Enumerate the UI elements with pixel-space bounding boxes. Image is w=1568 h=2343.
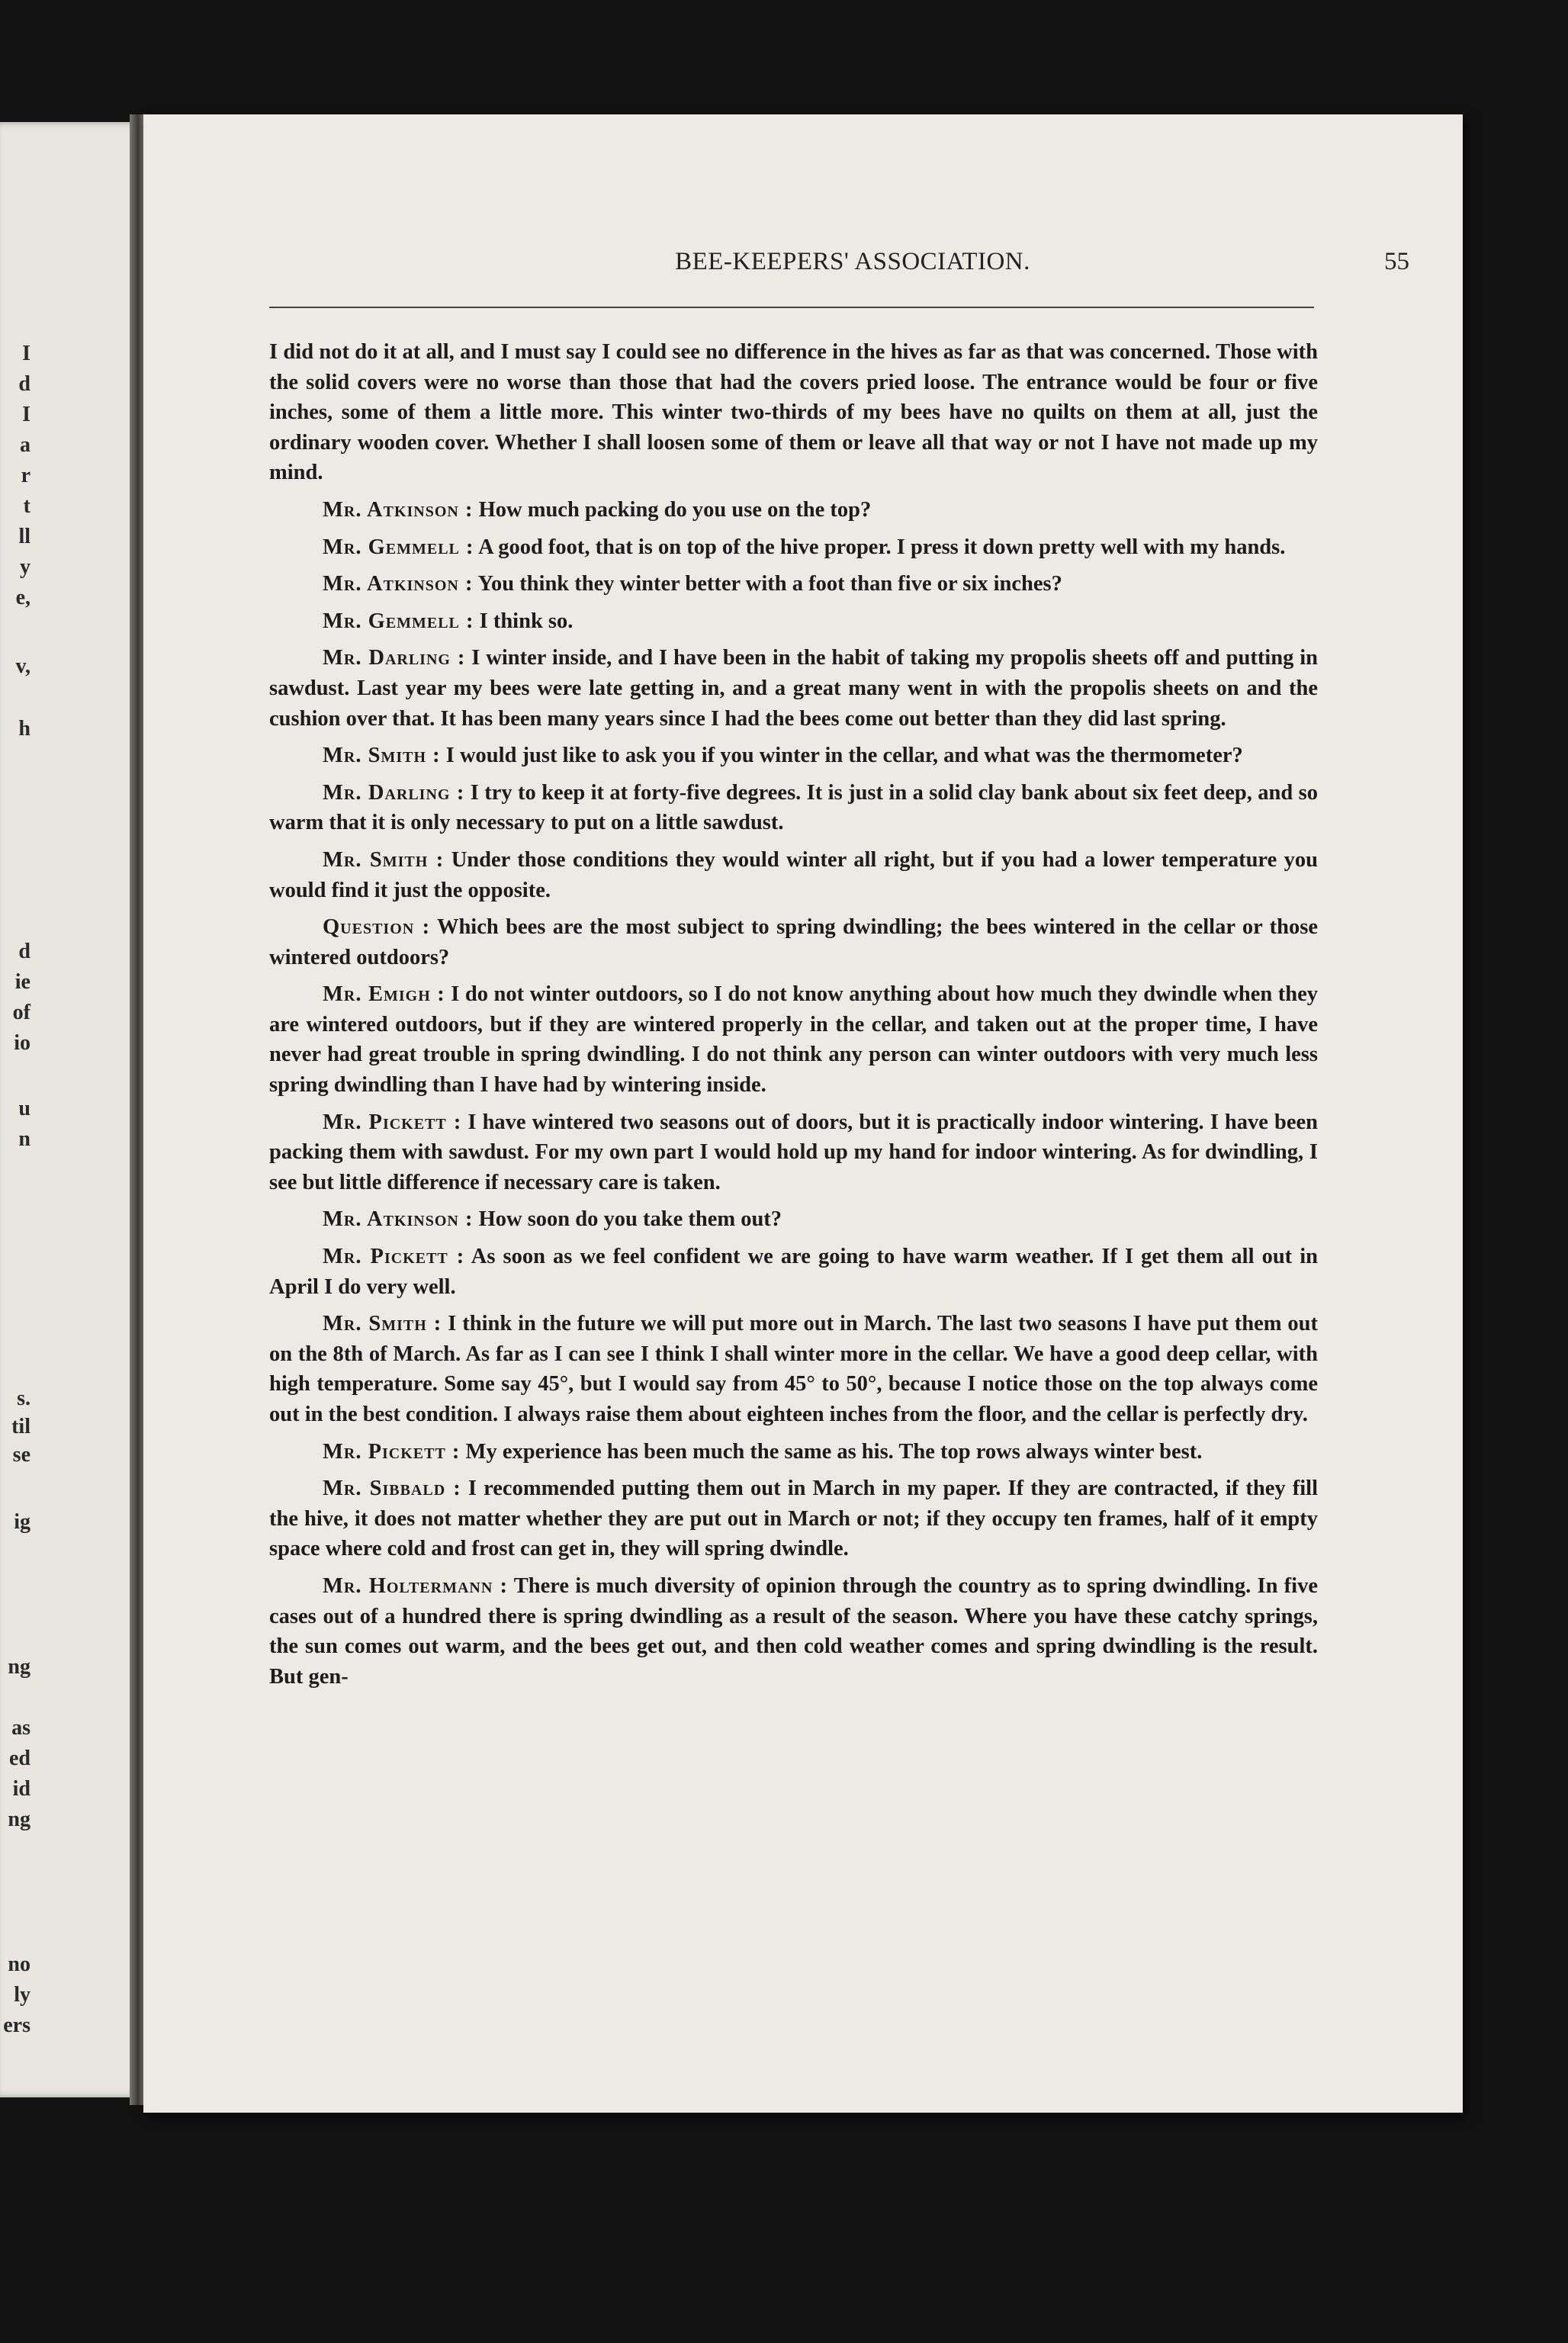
page-number: 55 (1384, 248, 1409, 275)
page-header (143, 248, 1463, 286)
paragraph-text: I try to keep it at forty-five degrees. It is just in a solid clay bank about six feet deep, and so warm that it is only necessary to put on a little sawdust. (269, 780, 1318, 835)
speaker-label: Mr. Atkinson : (323, 497, 474, 522)
speaker-label: Mr. Gemmell : (323, 535, 474, 559)
header-rule (269, 307, 1314, 308)
paragraph-text: How soon do you take them out? (478, 1207, 782, 1232)
book-page (143, 114, 1463, 2113)
margin-fragment: se (12, 1443, 31, 1467)
paragraph (269, 778, 1318, 838)
speaker-label: Mr. Pickett : (323, 1439, 461, 1464)
margin-fragment: ig (14, 1510, 31, 1534)
paragraph (269, 1107, 1318, 1198)
paragraph (269, 979, 1318, 1100)
paragraph-text: I think so. (479, 609, 574, 633)
paragraph (269, 1309, 1318, 1429)
margin-fragment: r (21, 464, 31, 487)
paragraph (269, 741, 1318, 771)
speaker-label: Mr. Atkinson : (323, 1207, 474, 1232)
margin-fragment: s. (17, 1387, 31, 1410)
margin-fragment: d (18, 940, 31, 963)
speaker-label: Mr. Pickett : (323, 1245, 465, 1269)
margin-fragment: ly (14, 1983, 31, 2007)
paragraph-text: A good foot, that is on top of the hive proper. I press it down pretty well with my hands. (478, 535, 1286, 559)
margin-fragment: of (12, 1001, 31, 1024)
paragraph (269, 1204, 1318, 1235)
margin-fragment: ll (18, 525, 31, 548)
paragraph-text: I would just like to ask you if you winter in the cellar, and what was the thermometer? (445, 744, 1243, 768)
paragraph (269, 1571, 1318, 1692)
margin-fragment: io (14, 1031, 31, 1055)
paragraph (269, 495, 1318, 525)
paragraph (269, 606, 1318, 637)
paragraph-text: Under those conditions they would winter all right, but if you had a lower temperature you would find it just the opposite. (269, 847, 1319, 902)
paragraph-text: I did not do it at all, and I must say I could see no difference in the hives as far as that was concerned. Those with the solid covers were no worse than those that had the covers pried loose. The entrance would be four or five inches, some of them a little more. This winter two-thirds of my bees have no quilts on them at all, just the ordinary wooden cover. Whether I shall loosen some of them or leave all that way or not I have not made up my mind. (269, 340, 1318, 485)
running-head: BEE-KEEPERS' ASSOCIATION. (675, 248, 1030, 275)
paragraph-text: I have wintered two seasons out of doors, but it is practically indoor wintering. I have been packing them with sawdust. For my own part I would hold up my hand for indoor wintering. As for dwindling, I see but little difference if necessary care is taken. (269, 1110, 1318, 1194)
margin-fragment: as (11, 1716, 31, 1740)
margin-fragment: til (11, 1415, 31, 1438)
speaker-label: Question : (323, 915, 431, 940)
speaker-label: Mr. Darling : (323, 780, 465, 805)
paragraph (269, 532, 1318, 563)
speaker-label: Mr. Smith : (323, 847, 445, 872)
paragraph-text: Which bees are the most subject to spring dwindling; the bees wintered in the cellar or those wintered outdoors? (269, 915, 1318, 969)
margin-fragment: ers (3, 2014, 31, 2037)
paragraph-text: I recommended putting them out in March in my paper. If they are contracted, if they fill the hive, it does not matter whether they are put out in March or not; if they occupy ten frames, half of it empty space where cold and frost can get in, they will spring dwindle. (269, 1477, 1319, 1561)
speaker-label: Mr. Smith : (323, 1312, 442, 1336)
speaker-label: Mr. Emigh : (323, 982, 445, 1007)
margin-fragment: t (23, 494, 31, 518)
paragraph-text: There is much diversity of opinion through the country as to spring dwindling. In five cases out of a hundred there is spring dwindling as a result of the season. Where you have these catchy springs, the sun comes out warm, and the bees get out, and then cold weather comes and spring dwindling is the result. But gen- (269, 1573, 1318, 1689)
margin-fragment: a (20, 433, 31, 457)
margin-fragment: n (18, 1127, 31, 1151)
page-body (269, 337, 1318, 1699)
paragraph (269, 1242, 1318, 1302)
paragraph-text: I do not winter outdoors, so I do not know anything about how much they dwindle when they are wintered outdoors, but if they are wintered properly in the cellar, and taken out at the proper time, I have never had great trouble in spring dwindling. I do not think any person can winter outdoors with very much less spring dwindling than I have had by wintering inside. (269, 982, 1319, 1098)
speaker-label: Mr. Darling : (323, 646, 466, 670)
paragraph-text: I think in the future we will put more out in March. The last two seasons I have put them out on the 8th of March. As far as I can see I think I shall winter more in the cellar. We have a good deep cellar, with high temperature. Some say 45°, but I would say from 45° to 50°, because I notice those on the top always come out in the best condition. I always raise them about eighteen inches from the floor, and the cellar is perfectly dry. (269, 1312, 1319, 1426)
margin-fragment: e, (15, 586, 31, 609)
paragraph (269, 845, 1318, 905)
margin-fragment: id (12, 1777, 31, 1801)
paragraph (269, 1474, 1318, 1564)
speaker-label: Mr. Gemmell : (323, 609, 474, 633)
speaker-label: Mr. Smith : (323, 744, 441, 768)
paragraph (269, 569, 1318, 599)
speaker-label: Mr. Sibbald : (323, 1477, 461, 1501)
paragraph-text: You think they winter better with a foot than five or six inches? (477, 572, 1062, 596)
margin-fragment: y (20, 555, 31, 579)
margin-fragment: v, (15, 654, 31, 678)
margin-fragment: ed (9, 1747, 31, 1770)
paragraph (269, 337, 1318, 488)
paragraph-text: My experience has been much the same as his. The top rows always winter best. (465, 1439, 1203, 1464)
margin-fragment: d (18, 372, 31, 396)
margin-fragment: ng (8, 1655, 31, 1679)
margin-fragment: no (8, 1952, 31, 1976)
paragraph (269, 912, 1318, 972)
margin-fragment: ng (8, 1808, 31, 1831)
margin-fragment: u (18, 1097, 31, 1120)
speaker-label: Mr. Pickett : (323, 1110, 462, 1134)
speaker-label: Mr. Holtermann : (323, 1573, 509, 1598)
margin-fragment: h (18, 717, 31, 741)
margin-fragment: I (22, 342, 31, 365)
paragraph (269, 643, 1318, 734)
speaker-label: Mr. Atkinson : (323, 572, 474, 596)
paragraph-text: I winter inside, and I have been in the habit of taking my propolis sheets off and putting in sawdust. Last year my bees were late getting in, and a great many went in with the propolis sheets on and the cushion over that. It has been many years since I had the bees come out better than they did last spring. (269, 646, 1319, 731)
paragraph-text: How much packing do you use on the top? (478, 497, 872, 522)
paragraph-text: As soon as we feel confident we are going to have warm weather. If I get them all out in April I do very well. (269, 1245, 1318, 1299)
paragraph (269, 1437, 1318, 1467)
margin-fragment: ie (14, 970, 31, 994)
margin-fragment: I (22, 403, 31, 426)
